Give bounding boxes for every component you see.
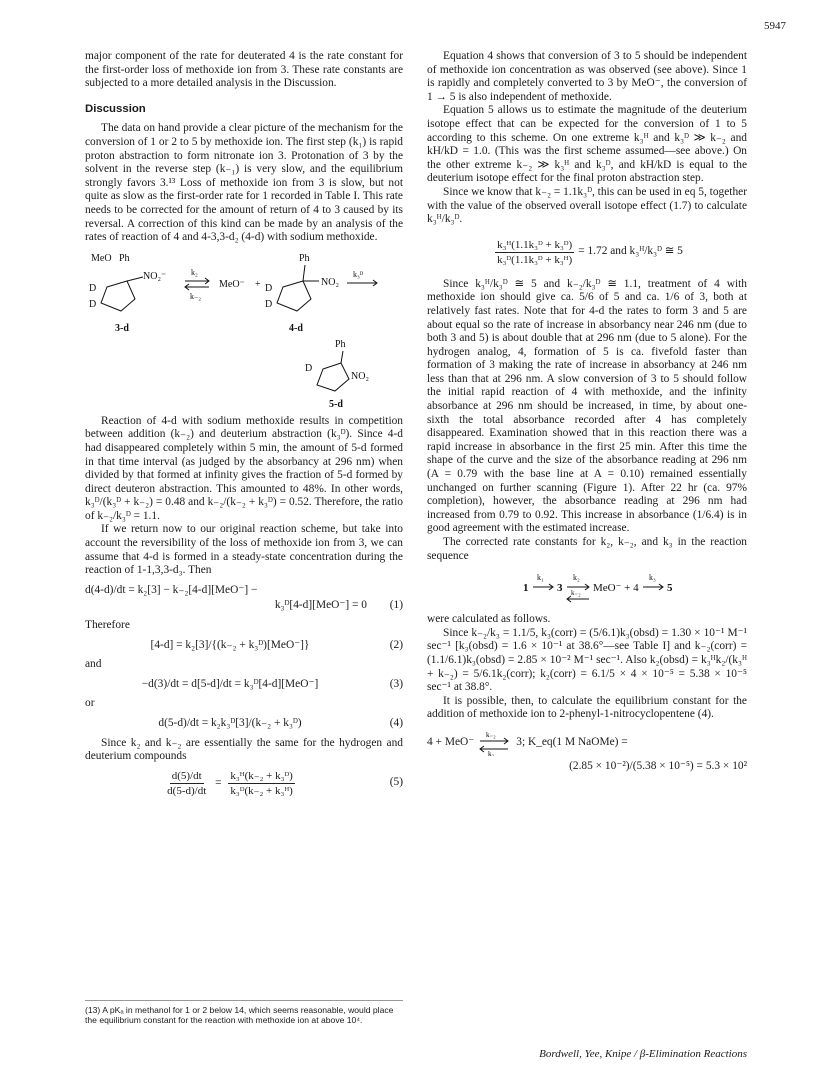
paragraph: Equation 4 shows that conversion of 3 to 5 should be independent of methoxide ion concentration as was observed (see above). Since 1 is rapidly and completely converted to 3 by MeO⁻, the conversion of 1 → 5 is also independent of methoxide.: [427, 50, 747, 103]
fraction-numerator: k₃ᴴ(1.1k₃ᴰ + k₃ᴰ): [497, 238, 573, 251]
equation-equilibrium: [427, 730, 747, 774]
paragraph: Since k₋₂/k₃ = 1.1/5, k₃(corr) = (5/6.1)k₃(obsd) = 1.30 × 10⁻¹ M⁻¹ sec⁻¹ [k₃(obsd) = 1.6 × 10⁻¹ at 38.6°—see Table I] and k₋₂(corr) = (1.1/6.1)k₃(obsd) = 2.85 × 10⁻² M⁻¹ sec⁻¹. Also k₂(obsd) = k₃ᴴk₂/(k₃ᴴ + k₋₂) = 5/6.1k₂(corr); k₂(corr) = 6.1/5 × 4 × 10⁻⁵ = 5.38 × 10⁻⁵ sec⁻¹ at 38.8°.: [427, 626, 747, 694]
left-column: [85, 50, 403, 803]
equation-2: [85, 639, 403, 653]
equilibrium-arrow-icon: [478, 730, 512, 756]
rate-constant-label: k₋₂: [571, 589, 581, 598]
paragraph: If we return now to our original reaction scheme, but take into account the reversibility of the loss of methoxide ion from 3, we can assume that 4-d is formed in a steady-state concentration during the reaction of 1-1,3,3-d₃. Then: [85, 523, 403, 577]
equation-text: d(4-d)/dt = k₂[3] − k₋₂[4-d][MeO⁻] −: [85, 583, 258, 596]
scheme-label: D: [89, 282, 97, 294]
equation-1: [85, 584, 403, 613]
sequence-text: MeO⁻ + 4: [593, 582, 639, 595]
paragraph: were calculated as follows.: [427, 613, 551, 626]
paragraph: Since we know that k₋₂ = 1.1k₃ᴰ, this can be used in eq 5, together with the value of the observed overall isotope effect (1.7) to calculate k₃ᴴ/k₃ᴰ.: [427, 185, 747, 226]
scheme-label: MeO⁻: [219, 278, 245, 290]
compound-label: 1: [523, 582, 529, 595]
paragraph: Reaction of 4-d with sodium methoxide results in competition between addition (k₋₂) and deuterium abstraction (k₃ᴰ). Since 4-d had disappeared completely within 5 min, the amount of 5-d formed in that time interval (as judged by the absorbancy at 296 nm) when divided by that formed at infinity gives the fraction of 5-d formed by direct deuteron abstraction. This amounted to 48%. In other words, k₃ᴰ/(k₃ᴰ + k₋₂) = 0.48 and k₋₂/(k₋₂ + k₃ᴰ) = 0.52. Therefore, the ratio of k₋₂/k₃ᴰ = 1.1.: [85, 414, 403, 522]
equation-isotope: [427, 239, 747, 266]
compound-label: 5-d: [329, 398, 343, 410]
rate-constant-label: k₃: [649, 573, 656, 583]
running-footer: Bordwell, Yee, Knipe / β-Elimination Reactions: [539, 1048, 747, 1060]
fraction-denominator: d(5-d)/dt: [167, 784, 207, 797]
equation-text: k₃ᴰ[4-d][MeO⁻] = 0: [274, 599, 367, 612]
connector-text: and: [85, 658, 102, 671]
rate-constant-label: k₂: [488, 749, 495, 756]
compound-label: 5: [667, 582, 673, 595]
equation-number: (1): [389, 599, 403, 612]
fraction-denominator: k₃ᴰ(k₋₂ + k₃ᴴ): [230, 784, 293, 797]
fraction-denominator: k₃ᴰ(1.1k₃ᴰ + k₃ᴴ): [497, 253, 573, 266]
equation-number: (4): [389, 717, 403, 729]
paragraph: Since k₃ᴴ/k₃ᴰ ≅ 5 and k₋₂/k₃ᴰ ≅ 1.1, treatment of 4 with methoxide ion should give ca. 5/6 of 5 and ca. 1/6 of 3, both at relatively fast rates. Note that for 4-d the rates to form 3 and 5 are about equal so the rate of increase in absorbancy near 246 nm (due to both 3 and 5) is about double that at 296 nm (due to 5 alone). For the hydrogen analog, 4, formation of 5 is ca. fivefold faster than formation of 3 making the rate of increase in absorbancy at 246 nm less than that at 296 nm. A slow conversion of 3 to 5 should follow the initial rapid reaction of 4 with methoxide, and the infinity absorbance at 296 nm should be increased, in time, by about one-sixth the total absorbance recorded after 4 has completely disappeared. Examination showed that in this reaction there was a rapid increase in absorbance in the first 25 min. After this time the shape of the curve and the size of the absorbance reading at 296 nm (A = 0.79 with the base line at A = 0.10) remained essentially unchanged on further scanning (Figure 1). After 22 hr (ca. 97% completion), however, the absorbance reading at 296 nm had increased from 0.79 to 0.92. This increase in absorbance (1/6.4) is in good agreement with the estimated increase.: [427, 277, 747, 535]
equation-text: (2.85 × 10⁻²)/(5.38 × 10⁻⁵) = 5.3 × 10²: [569, 759, 747, 772]
scheme-label: Ph: [299, 252, 310, 264]
equation-number: (2): [389, 638, 403, 651]
section-heading: Discussion: [85, 102, 146, 115]
equation-text: = 1.72 and k₃ᴴ/k₃ᴰ ≅ 5: [578, 245, 683, 258]
paragraph: major component of the rate for deuterated 4 is the rate constant for the first-order loss of methoxide ion from 3. These rate constants are subjected to a more detailed analysis in the Discussion.: [85, 50, 403, 90]
reaction-sequence-figure: [427, 569, 747, 607]
rate-constant-label: k₋₂: [486, 730, 496, 739]
equation-number: (5): [389, 776, 403, 789]
paragraph: Since k₂ and k₋₂ are essentially the same for the hydrogen and deuterium compounds: [85, 736, 403, 763]
compound-label: 4-d: [289, 322, 303, 334]
connector-text: or: [85, 697, 95, 710]
equals-sign: =: [215, 776, 222, 789]
scheme-label: D: [265, 282, 273, 294]
equation-text: 4 + MeO⁻: [427, 736, 475, 749]
equation-text: [4-d] = k₂[3]/{(k₋₂ + k₃ᴰ)[MeO⁻]}: [150, 638, 310, 651]
paragraph: It is possible, then, to calculate the equilibrium constant for the addition of methoxide ion to 2-phenyl-1-nitrocyclopentene (4).: [427, 694, 747, 721]
paragraph: Equation 5 allows us to estimate the magnitude of the deuterium isotope effect that can be expected for the conversion of 1 to 5 according to this scheme. On one extreme k₃ᴴ and k₃ᴰ ≫ k₋₂ and kH/kD = 1.0. (This was the first scheme assumed—see above.) On the other extreme k₋₂ ≫ k₃ᴴ and k₃ᴰ, and kH/kD is equal to the deuterium isotope effect for the final proton abstraction step.: [427, 104, 747, 185]
scheme-label: MeO: [91, 252, 112, 264]
right-column: [427, 50, 747, 774]
equation-4: [85, 717, 403, 731]
footnote: (13) A pKₐ in methanol for 1 or 2 below 14, which seems reasonable, would place the equilibrium constant for the reaction with methoxide ion at above 10⁴.: [85, 1000, 403, 1025]
scheme-label: D: [265, 298, 273, 310]
equation-3: [85, 678, 403, 692]
scheme-label: Ph: [119, 252, 130, 264]
equation-text: −d(3)/dt = d[5-d]/dt = k₃ᴰ[4-d][MeO⁻]: [141, 677, 319, 690]
fraction-numerator: k₃ᴴ(k₋₂ + k₃ᴰ): [230, 769, 293, 782]
compound-label: 3-d: [115, 322, 129, 334]
reaction-scheme-figure: [85, 251, 403, 411]
rate-constant-label: k₂: [573, 573, 580, 583]
scheme-label: Ph: [335, 338, 346, 350]
fraction-numerator: d(5)/dt: [171, 769, 202, 782]
rate-constant-label: k₃ᴰ: [353, 269, 364, 279]
equation-text: 3; K_eq(1 M NaOMe) =: [516, 736, 628, 749]
connector-text: Therefore: [85, 619, 130, 632]
rate-constant-label: k₋₂: [190, 291, 202, 301]
paragraph: The data on hand provide a clear picture of the mechanism for the conversion of 1 or 2 to 5 by methoxide ion. The first step (k₁) is rapid proton abstraction to form nitronate ion 3. Protonation of 3 by the solvent in the reverse step (k₋₁) is very slow, and the equilibrium strongly favors 3.¹³ Loss of methoxide ion from 3 is slow, but not quite as slow as the first-order rate for 1 recorded in Table I. This rate needs to be corrected for the amount of return of 4 to 3 caused by its reversal. A correction of this kind can be made by an analysis of the rates of reaction of 4 and 4-3,3-d₂ (4-d) with sodium methoxide.: [85, 122, 403, 244]
equation-number: (3): [389, 677, 403, 690]
equation-5: [85, 770, 403, 797]
paragraph: The corrected rate constants for k₂, k₋₂, and k₃ in the reaction sequence: [427, 536, 747, 562]
scheme-label: NO₂: [351, 370, 369, 382]
scheme-label: NO₂: [321, 276, 339, 288]
compound-label: 3: [557, 582, 563, 595]
rate-constant-label: k₂: [191, 267, 198, 277]
scheme-label: NO₂⁻: [143, 270, 167, 282]
equation-text: d(5-d)/dt = k₂k₃ᴰ[3]/(k₋₂ + k₃ᴰ): [158, 717, 302, 729]
page-number: 5947: [764, 20, 786, 32]
scheme-label: D: [305, 362, 313, 374]
scheme-label: D: [89, 298, 97, 310]
rate-constant-label: k₁: [537, 573, 544, 583]
scheme-label: +: [255, 278, 261, 290]
